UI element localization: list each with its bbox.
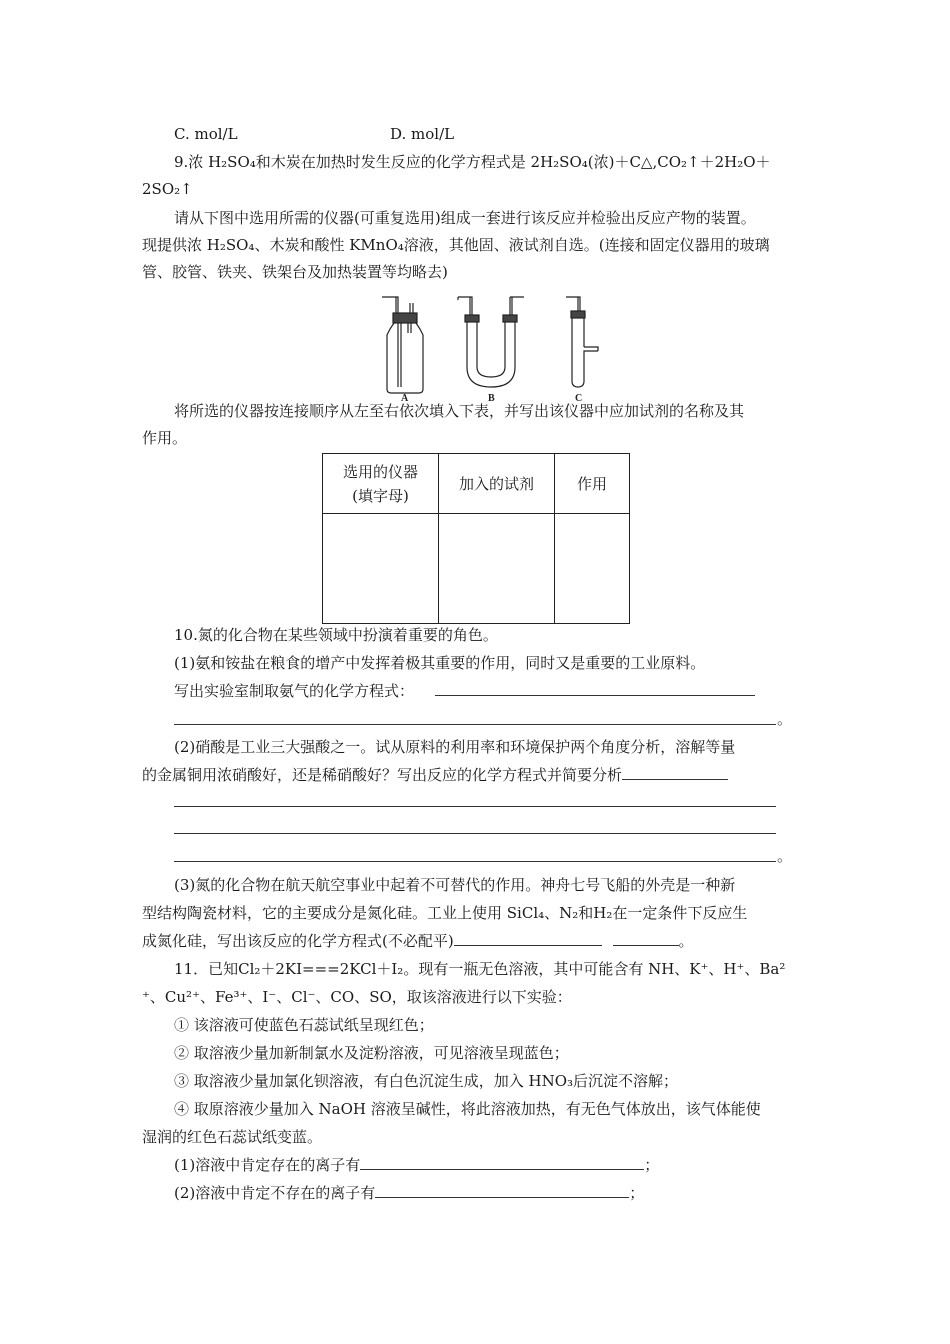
answer-blank-nitric-4[interactable]	[174, 861, 776, 862]
answer-table	[322, 453, 630, 624]
apparatus-figure	[370, 293, 610, 403]
period: 。	[777, 710, 793, 728]
answer-cell-apparatus[interactable]	[323, 514, 439, 624]
q9-para-line3: 管、胶管、铁夹、铁架台及加热装置等均略去)	[142, 263, 448, 281]
q11-experiment-4-line2: 湿润的红色石蕊试纸变蓝。	[142, 1128, 323, 1146]
q9-stem-line1: 9.浓 H₂SO₄和木炭在加热时发生反应的化学方程式是 2H₂SO₄(浓)＋C△,CO₂↑＋2H₂O＋	[174, 153, 771, 171]
answer-blank-ammonia[interactable]	[435, 681, 755, 696]
q9-stem-line2: 2SO₂↑	[142, 180, 193, 198]
answer-blank-ammonia-2[interactable]	[174, 724, 776, 725]
label-b: B	[488, 393, 495, 403]
q9-fill-line1: 将所选的仪器按连接顺序从左至右依次填入下表，并写出该仪器中应加试剂的名称及其	[174, 402, 745, 420]
option-c: C. mol/L	[174, 125, 238, 143]
answer-blank-nitric[interactable]	[622, 765, 728, 780]
q11-experiment-1: ① 该溶液可使蓝色石蕊试纸呈现红色；	[174, 1016, 434, 1034]
answer-blank-present-ions[interactable]	[360, 1155, 644, 1170]
option-d: D. mol/L	[390, 125, 455, 143]
header-reagent: 加入的试剂	[439, 454, 555, 514]
answer-blank-nitric-2[interactable]	[174, 806, 776, 807]
answer-blank-silicon-nitride-2[interactable]	[613, 931, 679, 946]
header-apparatus: 选用的仪器 (填字母)	[323, 454, 439, 514]
q9-fill-line2: 作用。	[142, 429, 188, 447]
q9-para-line1: 请从下图中选用所需的仪器(可重复选用)组成一套进行该反应并检验出反应产物的装置。	[174, 209, 756, 227]
drying-tube-c-icon	[566, 297, 598, 387]
label-c: C	[575, 393, 583, 403]
q10-p3-line3: 成氮化硅，写出该反应的化学方程式(不必配平) 。	[142, 932, 694, 950]
bottle-a-icon	[382, 297, 423, 393]
q10-p1-prompt: 写出实验室制取氨气的化学方程式：	[174, 681, 755, 701]
answer-cell-reagent[interactable]	[439, 514, 555, 624]
q11-experiment-4-line1: ④ 取原溶液少量加入 NaOH 溶液呈碱性，将此溶液加热，有无色气体放出，该气体能使	[174, 1100, 761, 1118]
q11-sub-2: (2)溶液中肯定不存在的离子有 ；	[174, 1184, 645, 1202]
q10-p3-line2: 型结构陶瓷材料，它的主要成分是氮化硅。工业上使用 SiCl₄、N₂和H₂在一定条件下反应生	[142, 904, 748, 922]
q10-p3-line1: (3)氮的化合物在航天航空事业中起着不可替代的作用。神舟七号飞船的外壳是一种新	[174, 876, 736, 894]
q9-para-line2: 现提供浓 H₂SO₄、木炭和酸性 KMnO₄溶液，其他固、液试剂自选。(连接和固定仪器用的玻璃	[142, 236, 770, 254]
q10-title: 10.氮的化合物在某些领域中扮演着重要的角色。	[174, 626, 498, 644]
header-purpose: 作用	[555, 454, 630, 514]
q11-experiment-2: ② 取溶液少量加新制氯水及淀粉溶液，可见溶液呈现蓝色；	[174, 1044, 569, 1062]
answer-blank-nitric-3[interactable]	[174, 833, 776, 834]
period: 。	[777, 847, 793, 865]
q11-stem-line1: 11．已知Cl₂＋2KI===2KCl＋I₂。现有一瓶无色溶液，其中可能含有 NH、K⁺、H⁺、Ba²	[174, 960, 786, 978]
q10-p2-line1: (2)硝酸是工业三大强酸之一。试从原料的利用率和环境保护两个角度分析，溶解等量	[174, 738, 736, 756]
q10-p2-line2: 的金属铜用浓硝酸好，还是稀硝酸好？写出反应的化学方程式并简要分析	[142, 765, 728, 785]
answer-blank-absent-ions[interactable]	[375, 1183, 629, 1198]
answer-blank-silicon-nitride[interactable]	[454, 931, 602, 946]
q11-stem-line2: ⁺、Cu²⁺、Fe³⁺、I⁻、Cl⁻、CO、SO，取该溶液进行以下实验：	[142, 988, 572, 1006]
q11-experiment-3: ③ 取溶液少量加氯化钡溶液，有白色沉淀生成，加入 HNO₃后沉淀不溶解；	[174, 1072, 679, 1090]
q11-sub-1: (1)溶液中肯定存在的离子有 ；	[174, 1156, 660, 1174]
answer-cell-purpose[interactable]	[555, 514, 630, 624]
u-tube-b-icon	[458, 297, 524, 387]
q10-p1: (1)氨和铵盐在粮食的增产中发挥着极其重要的作用，同时又是重要的工业原料。	[174, 654, 706, 672]
label-a: A	[401, 393, 409, 403]
